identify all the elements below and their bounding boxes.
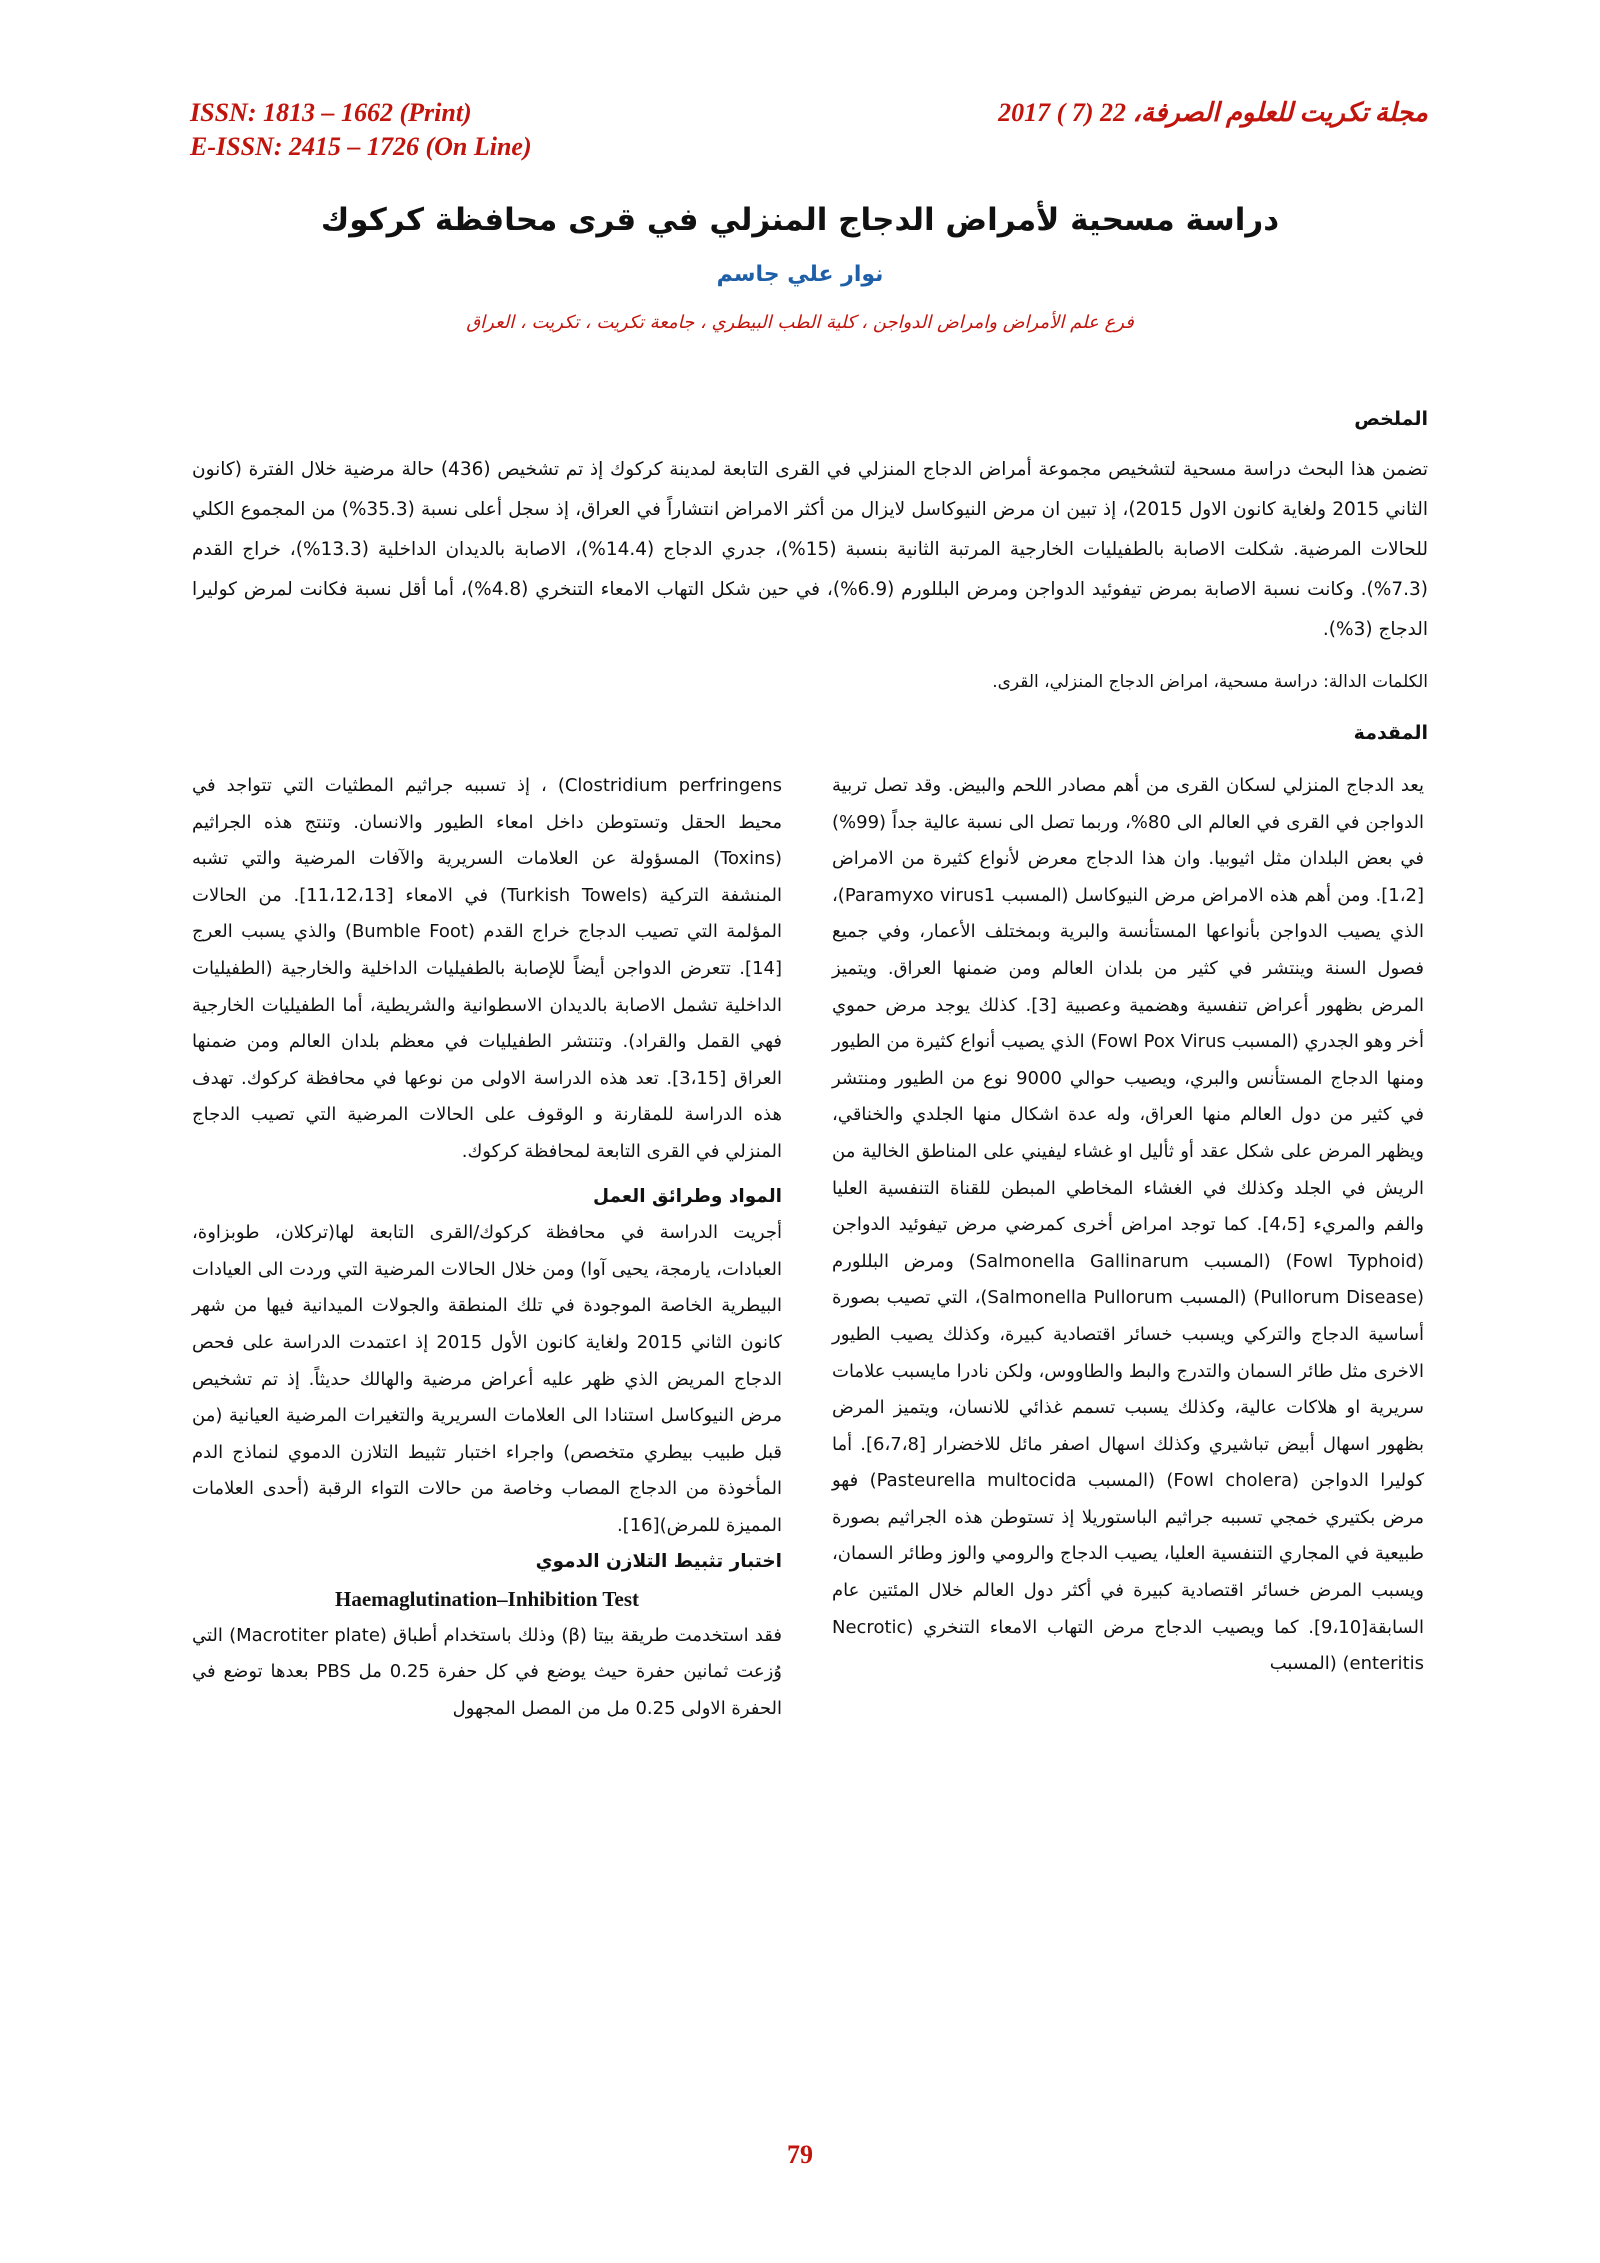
methods-paragraph-1: أجريت الدراسة في محافظة كركوك/القرى التابعة لها(تركلان، طوبزاوة، العبادات، يارمجة، يحيى آوا) ومن خلال الحالات المرضية التي وردت الى العيادات البيطرية الخاصة الموجودة في تلك المنطقة والجولات الميدانية فيها من شهر كانون الثاني 2015 ولغاية كانون الأول 2015 إذ اعتمدت الدراسة على فحص الدجاج المريض الذي ظهر عليه أعراض مرضية والهالك حديثاً. إذ تم تشخيص مرض النيوكاسل استنادا الى العلامات السريرية والتغيرات المرضية العيانية (من قبل طبيب بيطري متخصص) واجراء اختبار تثبيط التلازن الدموي لنماذج الدم المأخوذة من الدجاج المصاب وخاصة من حالات التواء الرقبة (أحدى العلامات المميزة للمرض)[16].	[192, 1222, 782, 1536]
author-name: نوار علي جاسم	[716, 262, 884, 287]
intro-paragraph-2: Clostridium perfringens) ، إذ تسببه جراثيم المطثيات التي تتواجد في محيط الحقل وتستوطن داخل امعاء الطيور والانسان. وتنتج هذه الجراثيم (Toxins) المسؤولة عن العلامات السريرية والآفات المرضية والتي تشبه المنشفة التركية (Turkish Towels) في الامعاء [11،12،13]. من الحالات المؤلمة التي تصيب الدجاج خراج القدم (Bumble Foot) والذي يسبب العرج [14]. تتعرض الدواجن أيضاً للإصابة بالطفيليات الداخلية والخارجية (الطفيليات الداخلية تشمل الاصابة بالديدان الاسطوانية والشريطية، أما الطفيليات الخارجية فهي القمل والقراد). وتنتشر الطفيليات في معظم بلدان العالم ومن ضمنها العراق [3،15]. تعد هذه الدراسة الاولى من نوعها في محافظة كركوك. تهدف هذه الدراسة للمقارنة و الوقوف على الحالات المرضية التي تصيب الدجاج المنزلي في القرى التابعة لمحافظة كركوك.	[192, 775, 783, 1162]
hi-test-english-title: Haemaglutination–Inhibition Test	[335, 1587, 639, 1612]
abstract-body	[192, 450, 1428, 650]
left-column	[192, 768, 782, 1727]
keywords: الكلمات الدالة: دراسة مسحية، امراض الدجاج المنزلي، القرى.	[992, 672, 1428, 692]
right-column	[832, 768, 1424, 1683]
hi-test-heading: اختبار تثبيط التلازن الدموي	[535, 1551, 782, 1573]
page-number: 79	[787, 2140, 813, 2169]
issn-print: ISSN: 1813 – 1662 (Print)	[190, 98, 472, 127]
intro-heading: المقدمة	[1353, 722, 1428, 744]
author-affiliation: فرع علم الأمراض وامراض الدواجن ، كلية الطب البيطري ، جامعة تكريت ، تكريت ، العراق	[466, 312, 1134, 333]
journal-reference: مجلة تكريت للعلوم الصرفة، 22 (7 ) 2017	[998, 98, 1428, 127]
abstract-text: تضمن هذا البحث دراسة مسحية لتشخيص مجموعة أمراض الدجاج المنزلي في القرى التابعة لمدينة كركوك إذ تم تشخيص (436) حالة مرضية خلال الفترة (كانون الثاني 2015 ولغاية كانون الاول 2015)، إذ تبين ان مرض النيوكاسل لايزال من أكثر الامراض انتشاراً في العراق، إذ سجل أعلى نسبة (35.3%) من المجموع الكلي للحالات المرضية. شكلت الاصابة بالطفيليات الخارجية المرتبة الثانية بنسبة (15%)، جدري الدجاج (14.4%)، الاصابة بالديدان الداخلية (13.3%)، خراج القدم (7.3%). وكانت نسبة الاصابة بمرض تيفوئيد الدواجن ومرض البللورم (6.9%)، في حين شكل التهاب الامعاء التنخري (4.8%)، أما أقل نسبة فكانت لمرض كوليرا الدجاج (3%).	[192, 459, 1428, 640]
paper-title: دراسة مسحية لأمراض الدجاج المنزلي في قرى محافظة كركوك	[320, 202, 1280, 238]
methods-heading: المواد وطرائق العمل	[592, 1185, 782, 1207]
intro-paragraph-1: يعد الدجاج المنزلي لسكان القرى من أهم مصادر اللحم والبيض. وقد تصل تربية الدواجن في القرى في العالم الى 80%، وربما تصل الى نسبة عالية جداً (99%) في بعض البلدان مثل اثيوبيا. وان هذا الدجاج معرض لأنواع كثيرة من الامراض [1،2]. ومن أهم هذه الامراض مرض النيوكاسل (المسبب Paramyxo virus1)، الذي يصيب الدواجن بأنواعها المستأنسة والبرية وبمختلف الأعمار، وفي جميع فصول السنة وينتشر في كثير من بلدان العالم ومن ضمنها العراق. ويتميز المرض بظهور أعراض تنفسية وهضمية وعصبية [3]. كذلك يوجد مرض حموي أخر وهو الجدري (المسبب Fowl Pox Virus) الذي يصيب أنواع كثيرة من الطيور ومنها الدجاج المستأنس والبري، ويصيب حوالي 9000 نوع من الطيور ومنتشر في كثير من دول العالم منها العراق، وله عدة اشكال منها الجلدي والخناقي، ويظهر المرض على شكل عقد أو ثأليل او غشاء ليفيني على المناطق الخالية من الريش في الجلد وكذلك في الغشاء المخاطي المبطن للقناة التنفسية العليا والفم والمريء [4،5]. كما توجد امراض أخرى كمرضي مرض تيفوئيد الدواجن (Fowl Typhoid) (المسبب Salmonella Gallinarum) ومرض البللورم (Pullorum Disease) (المسبب Salmonella Pullorum)، التي تصيب بصورة أساسية الدجاج والتركي ويسبب خسائر اقتصادية كبيرة، وكذلك يصيب الطيور الاخرى مثل طائر السمان والتدرج والبط والطاووس، ولكن نادرا مايسبب علامات سريرية او هلاكات عالية، وكذلك يسبب تسمم غذائي للانسان، ويتميز المرض بظهور اسهال أبيض تباشيري وكذلك اسهال اصفر مائل للاخضرار [6،7،8]. أما كوليرا الدواجن (Fowl cholera) (المسبب Pasteurella multocida) فهو مرض بكتيري خمجي تسببه جراثيم الباستوريلا إذ تستوطن هذه الجراثيم بصورة طبيعية في المجاري التنفسية العليا، يصيب الدجاج والرومي والوز وطائر السمان، ويسبب المرض خسائر اقتصادية كبيرة في أكثر دول العالم خلال المئتين عام السابقة[9،10]. كما ويصيب الدجاج مرض التهاب الامعاء التنخري (Necrotic enteritis) (المسبب	[832, 775, 1425, 1675]
abstract-heading: الملخص	[1354, 408, 1428, 430]
issn-online: E-ISSN: 2415 – 1726 (On Line)	[190, 132, 532, 161]
issn-block	[190, 96, 532, 164]
methods-paragraph-2: فقد استخدمت طريقة بيتا (β) وذلك باستخدام أطباق (Macrotiter plate) التي وُزعت ثمانين حفرة حيث يوضع في كل حفرة 0.25 مل PBS بعدها توضع في الحفرة الاولى 0.25 مل من المصل المجهول	[192, 1624, 782, 1719]
